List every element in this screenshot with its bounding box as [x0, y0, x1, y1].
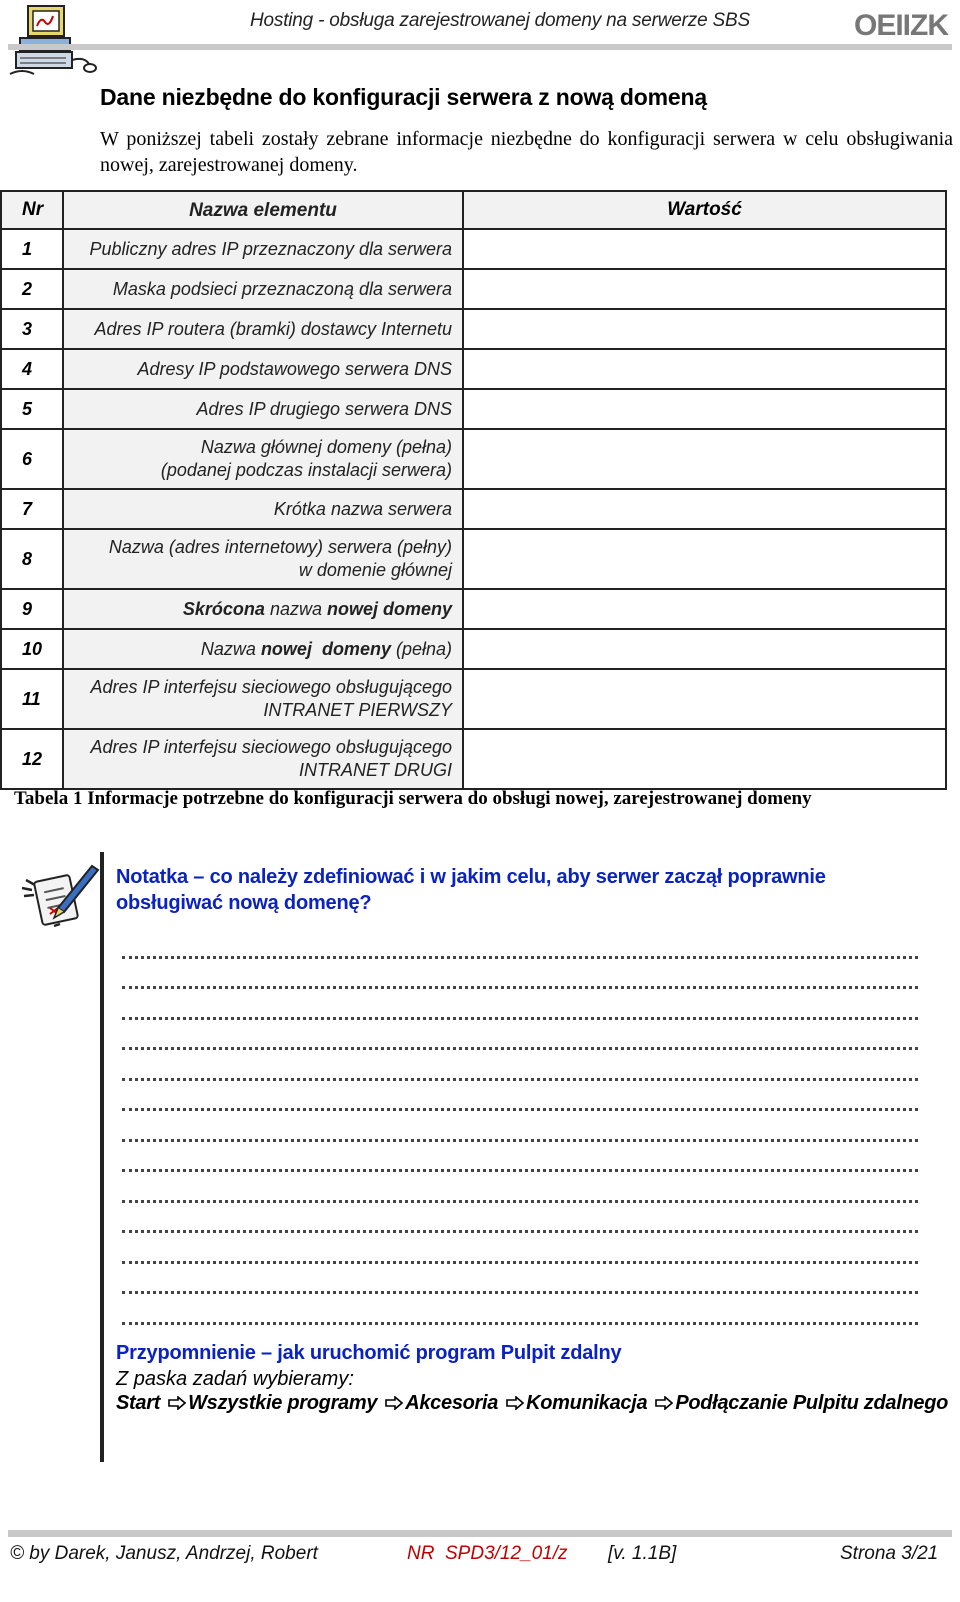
row-name-plain: Nazwa — [200, 638, 261, 659]
brand-logo — [854, 8, 954, 40]
row-value-cell[interactable] — [463, 729, 946, 789]
row-nr: 8 — [1, 529, 63, 589]
note-line[interactable] — [122, 1020, 918, 1051]
intro-paragraph: W poniższej tabeli zostały zebrane informacje niezbędne do konfiguracji serwera w celu obsługiwania nowej, zarejestrowanej domeny. — [100, 128, 953, 176]
row-name-plain: (pełna) — [390, 638, 452, 659]
row-value-cell[interactable] — [463, 269, 946, 309]
footer-page-number: Strona 3/21 — [840, 1543, 939, 1564]
row-name: Adresy IP podstawowego serwera DNS — [63, 349, 463, 389]
row-name-line2: w domenie głównej — [298, 560, 452, 580]
row-name-line2: INTRANET PIERWSZY — [263, 700, 452, 720]
row-name — [63, 729, 463, 789]
path-step: Akcesoria — [405, 1392, 499, 1414]
note-line[interactable] — [122, 1050, 918, 1081]
row-value-cell[interactable] — [463, 309, 946, 349]
row-name: Krótka nazwa serwera — [63, 489, 463, 529]
row-nr: 3 — [1, 309, 63, 349]
note-line[interactable] — [122, 1081, 918, 1112]
row-name: Publiczny adres IP przeznaczony dla serwera — [63, 229, 463, 269]
row-nr: 12 — [1, 729, 63, 789]
computer-user-icon — [6, 2, 98, 84]
row-name-line1: Adres IP interfejsu sieciowego obsługującego — [90, 737, 452, 757]
arrow-right-icon — [655, 1393, 673, 1407]
row-nr: 9 — [1, 589, 63, 629]
row-name-bold: Skrócona — [182, 598, 265, 619]
row-nr: 7 — [1, 489, 63, 529]
arrow-right-icon — [168, 1393, 186, 1407]
row-name-line2: (podanej podczas instalacji serwera) — [160, 460, 452, 480]
table-row — [1, 349, 946, 389]
table-row — [1, 429, 946, 489]
row-nr: 10 — [1, 629, 63, 669]
row-name — [63, 589, 463, 629]
row-nr: 5 — [1, 389, 63, 429]
table-row — [1, 629, 946, 669]
note-line[interactable] — [122, 928, 918, 959]
row-nr: 11 — [1, 669, 63, 729]
path-step: Podłączanie Pulpitu zdalnego — [675, 1392, 949, 1414]
row-value-cell[interactable] — [463, 529, 946, 589]
footer-document-code: NR SPD3/12_01/z — [407, 1543, 568, 1564]
note-answer-lines[interactable] — [122, 928, 922, 1325]
table-caption: Tabela 1 Informacje potrzebne do konfiguracji serwera do obsługi nowej, zarejestrowanej domeny — [14, 788, 812, 809]
row-name-bold: nowej domeny — [326, 598, 452, 619]
note-line[interactable] — [122, 1203, 918, 1234]
table-row — [1, 229, 946, 269]
note-line[interactable] — [122, 1233, 918, 1264]
row-name-line2: INTRANET DRUGI — [299, 760, 452, 780]
table-header-row — [1, 191, 946, 229]
note-line[interactable] — [122, 1294, 918, 1325]
path-step: Komunikacja — [526, 1392, 648, 1414]
note-line[interactable] — [122, 959, 918, 990]
note-line[interactable] — [122, 1142, 918, 1173]
section-heading: Dane niezbędne do konfiguracji serwera z nową domeną — [100, 84, 707, 110]
row-name-line1: Nazwa głównej domeny (pełna) — [200, 437, 452, 457]
note-rule — [100, 852, 104, 1462]
row-name — [63, 529, 463, 589]
arrow-right-icon — [385, 1393, 403, 1407]
row-value-cell[interactable] — [463, 429, 946, 489]
note-line[interactable] — [122, 989, 918, 1020]
row-nr: 1 — [1, 229, 63, 269]
note-line[interactable] — [122, 1172, 918, 1203]
footer-authors: © by Darek, Janusz, Andrzej, Robert — [10, 1543, 318, 1564]
header-value: Wartość — [463, 191, 946, 229]
footer-bar — [8, 1530, 952, 1537]
row-name — [63, 429, 463, 489]
row-nr: 2 — [1, 269, 63, 309]
header-bar — [8, 44, 952, 50]
row-name-plain: nazwa — [264, 598, 327, 619]
row-name-bold: nowej domeny — [260, 638, 391, 659]
table-row — [1, 489, 946, 529]
arrow-right-icon — [506, 1393, 524, 1407]
row-nr: 6 — [1, 429, 63, 489]
row-name — [63, 669, 463, 729]
row-value-cell[interactable] — [463, 669, 946, 729]
svg-text:OEIIZK: OEIIZK — [854, 9, 949, 40]
row-name — [63, 629, 463, 669]
table-row — [1, 309, 946, 349]
note-title: Notatka – co należy zdefiniować i w jakim celu, aby serwer zaczął poprawnie obsługiwać nową domenę? — [116, 866, 826, 914]
table-row — [1, 589, 946, 629]
reminder-title: Przypomnienie – jak uruchomić program Pulpit zdalny — [116, 1342, 622, 1364]
note-line[interactable] — [122, 1111, 918, 1142]
header-name: Nazwa elementu — [63, 191, 463, 229]
header-nr: Nr — [1, 191, 63, 229]
row-name: Maska podsieci przeznaczoną dla serwera — [63, 269, 463, 309]
table-row — [1, 269, 946, 309]
row-value-cell[interactable] — [463, 389, 946, 429]
reminder-text: Z paska zadań wybieramy: — [116, 1368, 354, 1390]
row-name-line1: Adres IP interfejsu sieciowego obsługującego — [90, 677, 452, 697]
path-step: Start — [116, 1392, 161, 1414]
path-step: Wszystkie programy — [188, 1392, 378, 1414]
row-nr: 4 — [1, 349, 63, 389]
config-table — [0, 190, 947, 790]
row-value-cell[interactable] — [463, 229, 946, 269]
row-value-cell[interactable] — [463, 589, 946, 629]
table-row — [1, 529, 946, 589]
row-value-cell[interactable] — [463, 489, 946, 529]
note-line[interactable] — [122, 1264, 918, 1295]
row-name: Adres IP routera (bramki) dostawcy Internetu — [63, 309, 463, 349]
table-row — [1, 389, 946, 429]
row-value-cell[interactable] — [463, 349, 946, 389]
row-value-cell[interactable] — [463, 629, 946, 669]
row-name: Adres IP drugiego serwera DNS — [63, 389, 463, 429]
note-pen-icon — [20, 860, 100, 932]
row-name-line1: Nazwa (adres internetowy) serwera (pełny) — [108, 537, 452, 557]
table-row — [1, 669, 946, 729]
table-row — [1, 729, 946, 789]
footer-version: [v. 1.1B] — [608, 1543, 677, 1564]
header-title: Hosting - obsługa zarejestrowanej domeny na serwerze SBS — [250, 10, 750, 31]
menu-path — [116, 1392, 948, 1415]
